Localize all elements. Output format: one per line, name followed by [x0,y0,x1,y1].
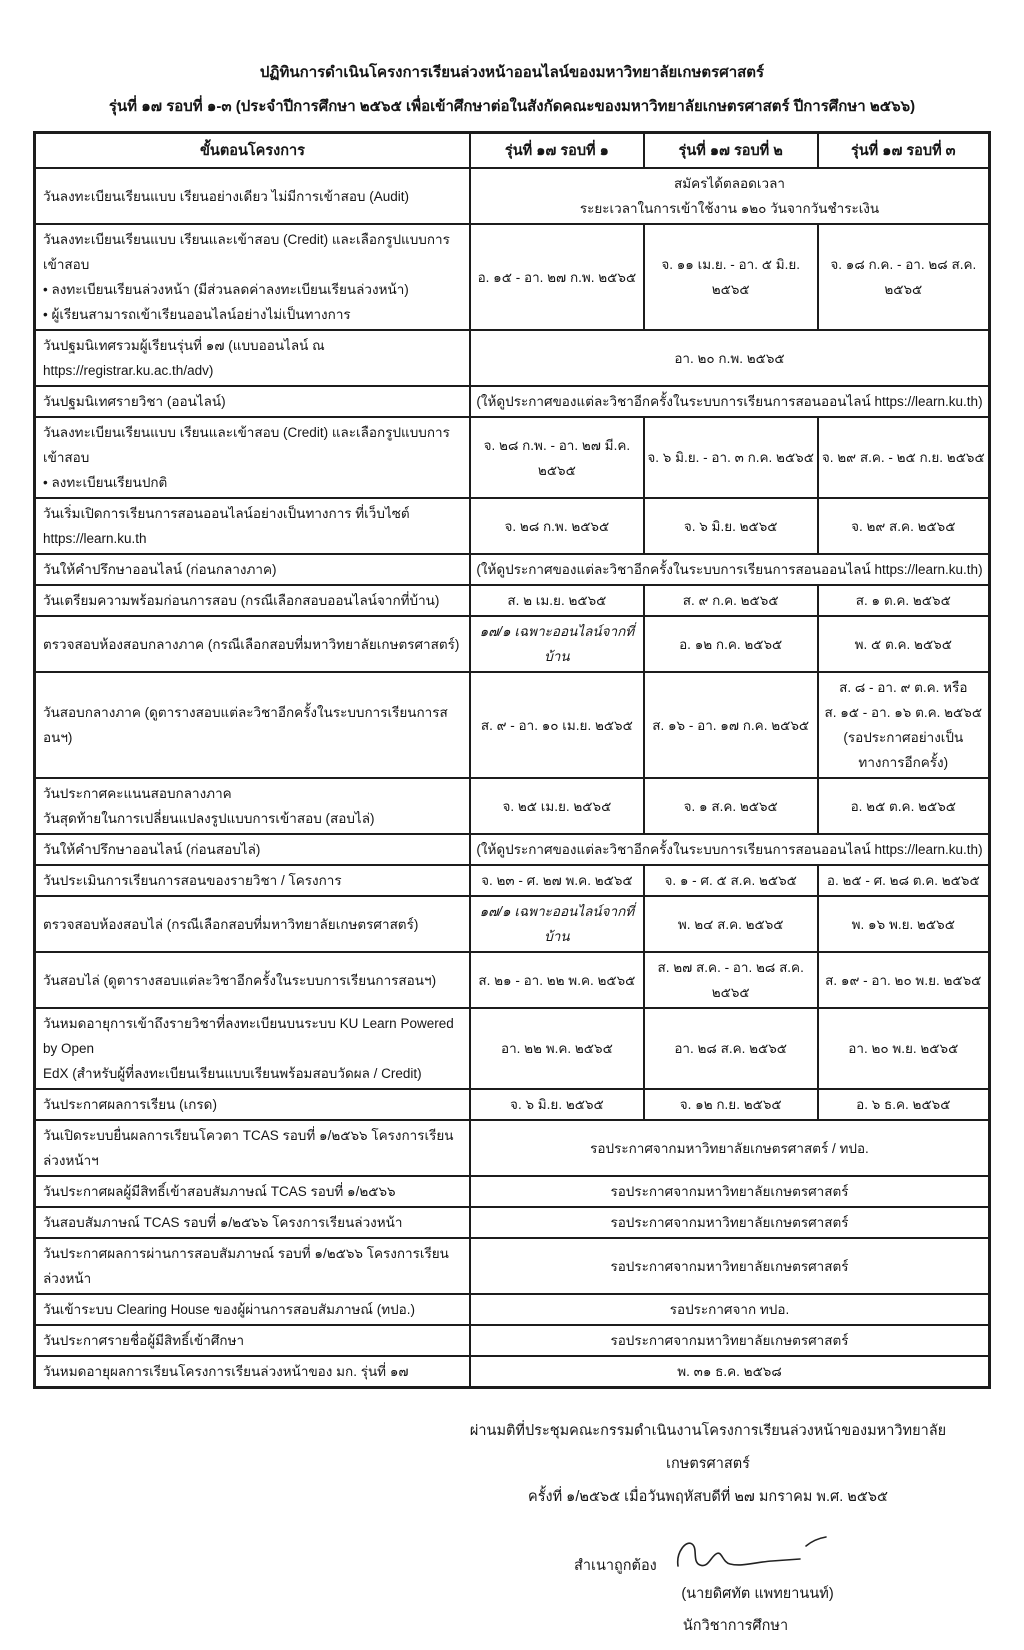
cell-line: (ให้ดูประกาศของแต่ละวิชาอีกครั้งในระบบการเรียนการสอนออนไลน์ https://learn.ku.th) [476,842,983,857]
cell-line: อ. ๑๕ - อา. ๒๗ ก.พ. ๒๕๖๕ [477,269,637,285]
cell-line: วันเข้าระบบ Clearing House ของผู้ผ่านการสอบสัมภาษณ์ (ทปอ.) [43,1302,416,1317]
table-row [35,952,990,1008]
cell-line: จ. ๒๘ ก.พ. - อา. ๒๗ มี.ค. ๒๕๖๕ [483,437,631,478]
step-cell [35,896,470,952]
date-cell-round-2 [644,896,818,952]
cell-line: รอประกาศจากมหาวิทยาลัยเกษตรศาสตร์ [610,1258,849,1274]
step-cell [35,1089,470,1120]
cell-line: ส. ๘ - อา. ๙ ต.ค. หรือ [839,680,968,695]
table-row [35,330,990,386]
document-title: ปฏิทินการดำเนินโครงการเรียนล่วงหน้าออนไลน์ของมหาวิทยาลัยเกษตรศาสตร์ [259,64,765,81]
date-cell-merged [470,1120,990,1176]
step-cell [35,224,470,330]
cell-line: วันให้คำปรึกษาออนไลน์ (ก่อนกลางภาค) [43,562,277,577]
column-header-round-1: รุ่นที่ ๑๗ รอบที่ ๑ [470,133,644,169]
cell-line: รอประกาศจากมหาวิทยาลัยเกษตรศาสตร์ [610,1333,849,1348]
cell-line: พ. ๒๔ ส.ค. ๒๕๖๕ [677,916,784,932]
table-row [35,417,990,498]
date-cell-merged [470,554,990,585]
step-cell [35,952,470,1008]
date-cell-round-3 [818,672,990,778]
date-cell-round-2 [644,498,818,554]
cell-line: รอประกาศจากมหาวิทยาลัยเกษตรศาสตร์ / ทปอ. [590,1140,869,1156]
cell-line: ตรวจสอบห้องสอบไล่ (กรณีเลือกสอบที่มหาวิทยาลัยเกษตรศาสตร์) [43,916,419,932]
cell-line: (ให้ดูประกาศของแต่ละวิชาอีกครั้งในระบบการเรียนการสอนออนไลน์ https://learn.ku.th) [476,562,983,577]
step-cell [35,554,470,585]
cell-line: วันลงทะเบียนเรียนแบบ เรียนและเข้าสอบ (Credit) และเลือกรูปแบบการเข้าสอบ [43,232,450,272]
date-cell-merged [470,1238,990,1294]
step-cell [35,386,470,417]
cell-line: วันประกาศรายชื่อผู้มีสิทธิ์เข้าศึกษา [43,1333,245,1348]
date-cell-merged [470,1207,990,1238]
cell-line: อ. ๒๕ - ศ. ๒๘ ต.ค. ๒๕๖๕ [826,873,980,888]
column-header-round-2: รุ่นที่ ๑๗ รอบที่ ๒ [644,133,818,169]
cell-line: วันหมดอายุผลการเรียนโครงการเรียนล่วงหน้าของ มก. รุ่นที่ ๑๗ [43,1364,409,1379]
signatory-name: (นายดิศทัต แพทยานนท์) [681,1586,834,1602]
date-cell-round-1 [470,1089,644,1120]
date-cell-round-1 [470,952,644,1008]
cell-line: ส. ๑๖ - อา. ๑๗ ก.ค. ๒๕๖๕ [652,717,810,733]
cell-line: ส. ๙ ก.ค. ๒๕๖๕ [682,593,779,608]
cell-line: พ. ๓๑ ธ.ค. ๒๕๖๘ [677,1364,782,1379]
date-cell-round-3 [818,952,990,1008]
date-cell-round-1 [470,672,644,778]
date-cell-round-3 [818,1008,990,1089]
cell-line: ส. ๒๑ - อา. ๒๒ พ.ค. ๒๕๖๕ [478,972,636,988]
date-cell-round-2 [644,585,818,616]
cell-line: ส. ๑ ต.ค. ๒๕๖๕ [855,593,951,608]
column-header-steps: ขั้นตอนโครงการ [35,133,470,169]
cell-line: รอประกาศจากมหาวิทยาลัยเกษตรศาสตร์ [610,1215,849,1230]
cell-line: จ. ๖ มิ.ย. - อา. ๓ ก.ค. ๒๕๖๕ [647,450,814,465]
step-cell [35,1008,470,1089]
cell-line: ๑๗/๑ เฉพาะออนไลน์จากที่บ้าน [479,904,635,944]
date-cell-round-3 [818,417,990,498]
cell-line: วันเตรียมความพร้อมก่อนการสอบ (กรณีเลือกสอบออนไลน์จากที่บ้าน) [43,593,440,608]
table-row [35,1176,990,1207]
cell-line: พ. ๕ ต.ค. ๒๕๖๕ [854,636,952,652]
date-cell-round-1 [470,417,644,498]
cell-line: วันประกาศผลการผ่านการสอบสัมภาษณ์ รอบที่ ๑/๒๕๖๖ โครงการเรียนล่วงหน้า [43,1246,449,1286]
step-cell [35,168,470,224]
date-cell-merged [470,1356,990,1388]
cell-line: ระยะเวลาในการเข้าใช้งาน ๑๒๐ วันจากวันชำระเงิน [579,201,880,216]
table-row [35,168,990,224]
table-row [35,1294,990,1325]
cell-line: (รอประกาศอย่างเป็นทางการอีกครั้ง) [843,730,964,770]
cell-line: จ. ๖ มิ.ย. ๒๕๖๕ [683,518,778,534]
date-cell-round-1 [470,865,644,896]
cell-line: วันลงทะเบียนเรียนแบบ เรียนและเข้าสอบ (Credit) และเลือกรูปแบบการเข้าสอบ [43,425,450,465]
cell-line: จ. ๒๘ ก.พ. ๒๕๖๕ [504,518,610,534]
cell-line: วันเริ่มเปิดการเรียนการสอนออนไลน์อย่างเป็นทางการ ที่เว็บไซต์ https://learn.ku.th [43,506,410,546]
date-cell-merged [470,168,990,224]
cell-line: • ลงทะเบียนเรียนปกติ [43,475,168,490]
cell-line: EdX (สำหรับผู้ที่ลงทะเบียนเรียนแบบเรียนพร้อมสอบวัดผล / Credit) [43,1066,422,1081]
table-row [35,1120,990,1176]
cell-line: อ. ๒๕ ต.ค. ๒๕๖๕ [850,798,956,814]
table-row [35,1356,990,1388]
table-row [35,896,990,952]
cell-line: รอประกาศจาก ทปอ. [669,1302,790,1317]
step-cell [35,1120,470,1176]
date-cell-merged [470,1176,990,1207]
step-cell [35,865,470,896]
table-row [35,554,990,585]
date-cell-round-1 [470,498,644,554]
table-row [35,386,990,417]
step-cell [35,498,470,554]
date-cell-round-1 [470,585,644,616]
step-cell [35,1207,470,1238]
date-cell-round-2 [644,952,818,1008]
cell-line: วันสุดท้ายในการเปลี่ยนแปลงรูปแบบการเข้าสอบ (สอบไล่) [43,811,375,826]
approval-line-2: ครั้งที่ ๑/๒๕๖๕ เมื่อวันพฤหัสบดีที่ ๒๗ มกราคม พ.ศ. ๒๕๖๕ [528,1489,888,1505]
cell-line: จ. ๑ - ศ. ๕ ส.ค. ๒๕๖๕ [664,873,797,888]
date-cell-merged [470,330,990,386]
cell-line: วันสอบสัมภาษณ์ TCAS รอบที่ ๑/๒๕๖๖ โครงการเรียนล่วงหน้า [43,1215,403,1230]
table-row [35,1089,990,1120]
cell-line: • ลงทะเบียนเรียนล่วงหน้า (มีส่วนลดค่าลงทะเบียนเรียนล่วงหน้า) [43,282,409,297]
cell-line: รอประกาศจากมหาวิทยาลัยเกษตรศาสตร์ [610,1184,849,1199]
date-cell-merged [470,1325,990,1356]
date-cell-round-3 [818,865,990,896]
cell-line: ๑๗/๑ เฉพาะออนไลน์จากที่บ้าน [479,624,635,664]
signatory-title: นักวิชาการศึกษา [682,1618,789,1634]
approval-line-1: ผ่านมติที่ประชุมคณะกรรมดำเนินงานโครงการเรียนล่วงหน้าของมหาวิทยาลัยเกษตรศาสตร์ [469,1423,947,1472]
date-cell-round-3 [818,1089,990,1120]
step-cell [35,778,470,834]
table-row [35,1008,990,1089]
step-cell [35,417,470,498]
cell-line: วันเปิดระบบยื่นผลการเรียนโควตา TCAS รอบที่ ๑/๒๕๖๖ โครงการเรียนล่วงหน้าฯ [43,1128,454,1168]
cell-line: ส. ๙ - อา. ๑๐ เม.ย. ๒๕๖๕ [480,717,633,733]
date-cell-round-2 [644,672,818,778]
step-cell [35,672,470,778]
cell-line: จ. ๖ มิ.ย. ๒๕๖๕ [510,1097,604,1112]
signature-area [0,1530,1024,1650]
cell-line: วันสอบไล่ (ดูตารางสอบแต่ละวิชาอีกครั้งในระบบการเรียนการสอนฯ) [43,972,437,988]
header-row [35,133,990,169]
step-cell [35,1356,470,1388]
cell-line: วันประกาศผลผู้มีสิทธิ์เข้าสอบสัมภาษณ์ TCAS รอบที่ ๑/๒๕๖๖ [43,1184,396,1199]
cell-line: วันให้คำปรึกษาออนไลน์ (ก่อนสอบไล่) [43,842,261,857]
step-cell [35,585,470,616]
date-cell-round-2 [644,224,818,330]
cell-line: วันประกาศผลการเรียน (เกรด) [43,1097,217,1112]
cell-line: ส. ๑๕ - อา. ๑๖ ต.ค. ๒๕๖๕ [824,705,983,720]
step-cell [35,1325,470,1356]
date-cell-round-2 [644,1008,818,1089]
cell-line: (ให้ดูประกาศของแต่ละวิชาอีกครั้งในระบบการเรียนการสอนออนไลน์ https://learn.ku.th) [476,394,983,409]
approval-note [450,1415,966,1514]
cell-line: อา. ๒๐ ก.พ. ๒๕๖๕ [674,350,785,366]
table-row [35,224,990,330]
cell-line: อา. ๒๒ พ.ค. ๒๕๖๕ [500,1041,613,1056]
cell-line: จ. ๒๕ เม.ย. ๒๕๖๕ [502,798,612,814]
cell-line: วันปฐมนิเทศรวมผู้เรียนรุ่นที่ ๑๗ (แบบออนไลน์ ณ https://registrar.ku.ac.th/adv) [43,338,325,378]
cell-line: วันประกาศคะแนนสอบกลางภาค [43,786,232,801]
cell-line: พ. ๑๖ พ.ย. ๒๕๖๕ [851,916,955,932]
cell-line: วันลงทะเบียนเรียนแบบ เรียนอย่างเดียว ไม่มีการเข้าสอบ (Audit) [43,188,410,204]
date-cell-round-3 [818,778,990,834]
date-cell-merged [470,834,990,865]
date-cell-round-1 [470,224,644,330]
document-subtitle: รุ่นที่ ๑๗ รอบที่ ๑-๓ (ประจำปีการศึกษา ๒๕๖๕ เพื่อเข้าศึกษาต่อในสังกัดคณะของมหาวิทยาลัยเกษตรศาสตร์ ปีการศึกษา ๒๕๖๖) [108,98,916,115]
date-cell-round-3 [818,585,990,616]
cell-line: ตรวจสอบห้องสอบกลางภาค (กรณีเลือกสอบที่มหาวิทยาลัยเกษตรศาสตร์) [43,636,460,652]
cell-line: ส. ๒ เม.ย. ๒๕๖๕ [507,593,607,608]
date-cell-round-3 [818,616,990,672]
table-row [35,865,990,896]
cell-line: วันสอบกลางภาค (ดูตารางสอบแต่ละวิชาอีกครั้งในระบบการเรียนการสอนฯ) [43,705,448,745]
date-cell-merged [470,386,990,417]
date-cell-round-2 [644,417,818,498]
date-cell-round-2 [644,616,818,672]
schedule-table [33,131,991,1389]
table-row [35,498,990,554]
cell-line: อา. ๒๐ พ.ย. ๒๕๖๕ [848,1041,959,1056]
table-row [35,1238,990,1294]
date-cell-round-2 [644,865,818,896]
date-cell-round-3 [818,498,990,554]
cell-line: ส. ๑๙ - อา. ๒๐ พ.ย. ๒๕๖๕ [825,972,982,988]
date-cell-round-2 [644,1089,818,1120]
cell-line: วันปฐมนิเทศรายวิชา (ออนไลน์) [43,394,226,409]
table-row [35,616,990,672]
table-row [35,585,990,616]
column-header-round-3: รุ่นที่ ๑๗ รอบที่ ๓ [818,133,990,169]
cell-line: จ. ๑๒ ก.ย. ๒๕๖๕ [679,1097,782,1112]
cell-line: จ. ๒๙ ส.ค. ๒๕๖๕ [851,518,956,534]
cell-line: อา. ๒๘ ส.ค. ๒๕๖๕ [674,1041,788,1056]
step-cell [35,1238,470,1294]
table-row [35,1207,990,1238]
cell-line: จ. ๒๓ - ศ. ๒๗ พ.ค. ๒๕๖๕ [481,873,633,888]
step-cell [35,616,470,672]
table-row [35,1325,990,1356]
step-cell [35,1176,470,1207]
table-row [35,834,990,865]
cell-line: อ. ๖ ธ.ค. ๒๕๖๕ [856,1097,951,1112]
table-row [35,778,990,834]
signature-icon [672,1532,847,1585]
date-cell-merged [470,1294,990,1325]
cell-line: จ. ๑ ส.ค. ๒๕๖๕ [683,798,778,814]
step-cell [35,834,470,865]
step-cell [35,330,470,386]
cell-line: สมัครได้ตลอดเวลา [674,176,785,191]
cell-line: จ. ๑๑ เม.ย. - อา. ๕ มิ.ย. ๒๕๖๕ [661,257,801,297]
cell-line: วันหมดอายุการเข้าถึงรายวิชาที่ลงทะเบียนบนระบบ KU Learn Powered by Open [43,1016,454,1056]
date-cell-round-1 [470,896,644,952]
cell-line: วันประเมินการเรียนการสอนของรายวิชา / โครงการ [43,873,342,888]
date-cell-round-3 [818,896,990,952]
certified-copy-label: สำเนาถูกต้อง [574,1558,657,1574]
date-cell-round-1 [470,1008,644,1089]
date-cell-round-2 [644,778,818,834]
cell-line: จ. ๒๙ ส.ค. - ๒๕ ก.ย. ๒๕๖๕ [821,450,985,465]
cell-line: • ผู้เรียนสามารถเข้าเรียนออนไลน์อย่างไม่เป็นทางการ [43,307,351,322]
step-cell [35,1294,470,1325]
table-row [35,672,990,778]
cell-line: อ. ๑๒ ก.ค. ๒๕๖๕ [679,636,783,652]
cell-line: จ. ๑๘ ก.ค. - อา. ๒๘ ส.ค. ๒๕๖๕ [830,257,977,297]
date-cell-round-1 [470,616,644,672]
cell-line: ส. ๒๗ ส.ค. - อา. ๒๘ ส.ค. ๒๕๖๕ [657,960,804,1000]
date-cell-round-1 [470,778,644,834]
date-cell-round-3 [818,224,990,330]
